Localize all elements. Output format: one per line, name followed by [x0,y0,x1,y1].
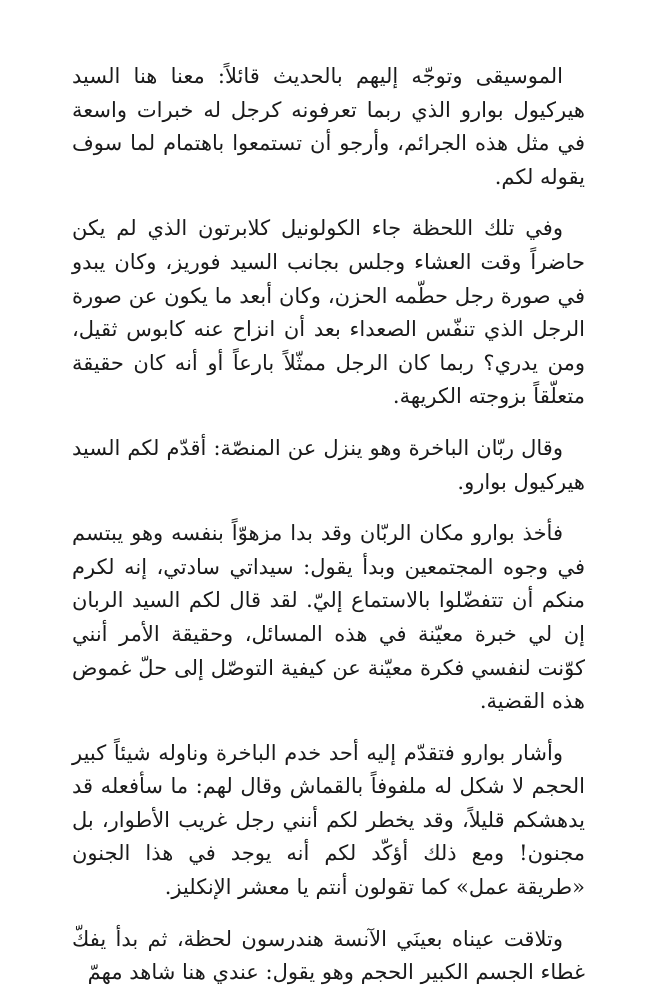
paragraph-2: وفي تلك اللحظة جاء الكولونيل كلابرتون الذي لم يكن حاضراً وقت العشاء وجلس بجانب السيد فوريز، وكان يبدو في صورة رجل حطّمه الحزن، وكان أبعد ما يكون عن صورة الرجل الذي تنفّس الصعداء بعد أن انزاح عنه كابوس ثقيل، ومن يدري؟ ربما كان الرجل ممثّلاً بارعاً أو أنه كان حقيقة متعلّقاً بزوجته الكريهة. [72,216,585,409]
paragraph-5: وأشار بوارو فتقدّم إليه أحد خدم الباخرة وناوله شيئاً كبير الحجم لا شكل له ملفوفاً بالقماش وقال لهم: ما سأفعله قد يدهشكم قليلاً، وقد يخطر لكم أنني رجل غريب الأطوار، بل مجنون! ومع ذلك أؤكّد لكم أنه يوجد في هذا الجنون «طريقة عمل» كما تقولون أنتم يا معشر الإنكليز. [72,740,585,900]
paragraph-1: الموسيقى وتوجّه إليهم بالحديث قائلاً: معنا هنا السيد هيركيول بوارو الذي ربما تعرفونه كرجل له خبرات واسعة في مثل هذه الجرائم، وأرجو أن تستمعوا باهتمام لما سوف يقوله لكم. [72,64,585,189]
paragraph-4: فأخذ بوارو مكان الربّان وقد بدا مزهوّاً بنفسه وهو يبتسم في وجوه المجتمعين وبدأ يقول: سيداتي سادتي، إنه لكرم منكم أن تتفضّلوا بالاستماع إليّ. لقد قال لكم السيد الربان إن لي خبرة معيّنة في هذه المسائل، وحقيقة الأمر أنني كوّنت لنفسي فكرة معيّنة عن كيفية التوصّل إلى حلّ غموض هذه القضية. [72,521,585,714]
paragraph-3: وقال ربّان الباخرة وهو ينزل عن المنصّة: أقدّم لكم السيد هيركيول بوارو. [72,435,585,494]
paragraph-6: وتلاقت عيناه بعينَي الآنسة هندرسون لحظة، ثم بدأ يفكّ غطاء الجسم الكبير الحجم وهو يقول: عندي هنا شاهد مهمّ [72,926,585,985]
